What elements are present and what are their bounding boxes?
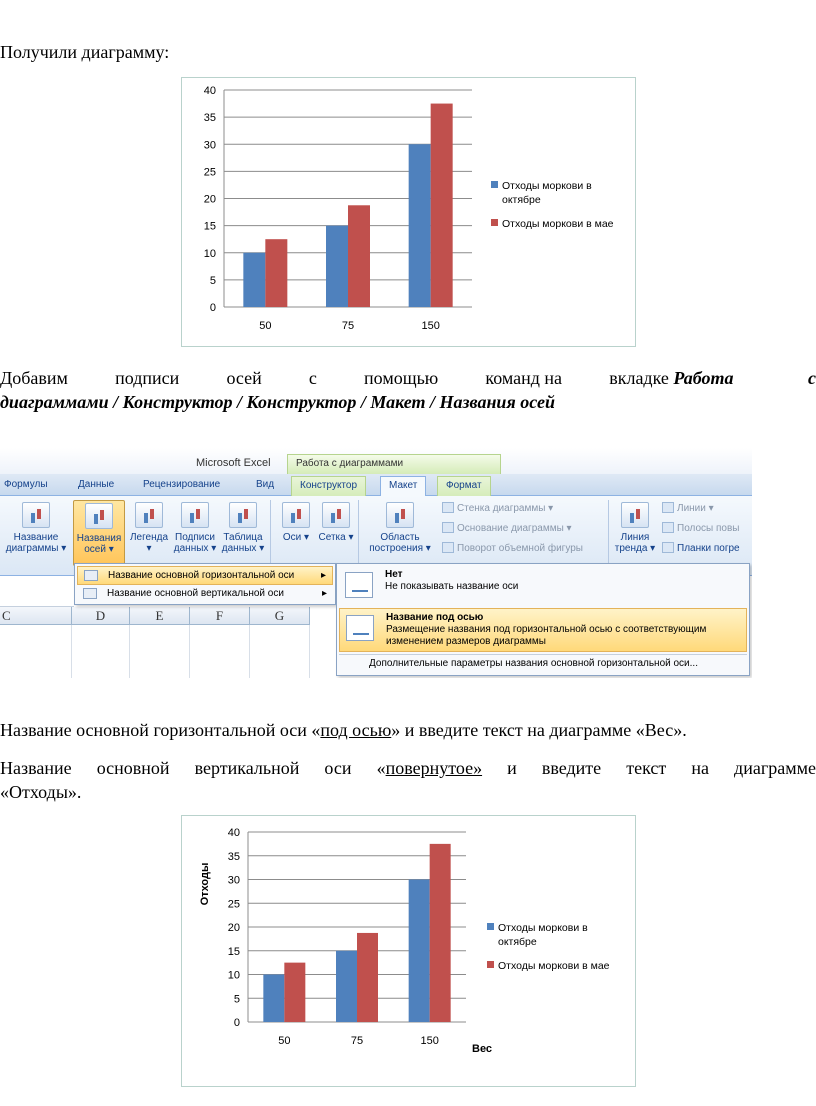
y-tick-label: 30: [227, 874, 240, 887]
y-tick-label: 10: [203, 247, 216, 260]
y-tick-label: 20: [203, 193, 216, 206]
data-table-icon: [229, 502, 257, 528]
submenu-title-below-axis[interactable]: [339, 608, 747, 652]
y-tick-label: 15: [227, 945, 240, 958]
legend-label: Отходы моркови в: [502, 180, 592, 192]
gridlines-icon: [322, 502, 350, 528]
chart-floor-button[interactable]: [442, 522, 572, 534]
legend-icon: [135, 502, 163, 528]
y-tick-label: 5: [209, 274, 216, 287]
gridlines-button[interactable]: [318, 502, 354, 543]
bar: [243, 253, 265, 307]
lines-icon: [662, 502, 674, 513]
data-labels-label: Подписи данных ▾: [173, 532, 217, 554]
title-bar: [0, 448, 752, 474]
y-tick-label: 15: [203, 220, 216, 233]
chart-title-icon: [22, 502, 50, 528]
tab-design[interactable]: Конструктор: [291, 476, 366, 496]
legend-swatch: [487, 961, 494, 968]
text2-after: » и введите текст на диаграмме «Вес».: [391, 720, 687, 740]
axis-titles-icon: [85, 503, 113, 529]
x-tick-label: 75: [341, 320, 355, 332]
legend-swatch: [491, 181, 498, 188]
text3-word: и: [507, 758, 517, 778]
horizontal-axis-icon: [84, 570, 98, 581]
submenu-more-options[interactable]: Дополнительные параметры названия основной горизонтальной оси...: [339, 654, 747, 672]
x-tick-label: 150: [420, 1035, 439, 1047]
axis-titles-label: Названия осей ▾: [76, 533, 122, 555]
y-tick-label: 0: [209, 302, 216, 314]
bar: [348, 205, 370, 307]
y-tick-label: 40: [203, 85, 216, 97]
bar: [357, 933, 378, 1022]
x-tick-label: 50: [278, 1035, 291, 1047]
tab-format[interactable]: Формат: [437, 476, 491, 496]
vertical-title-text-line-1: [0, 756, 816, 780]
y-tick-label: 25: [227, 898, 240, 911]
tab-formulas[interactable]: Формулы: [4, 479, 48, 490]
plot-area-button[interactable]: [364, 502, 436, 554]
column-header-d[interactable]: D: [72, 607, 130, 625]
rotation-icon: [442, 542, 454, 553]
chart-title-label: Название диаграммы ▾: [5, 532, 67, 554]
grid-column: [250, 625, 310, 678]
tab-review[interactable]: Рецензирование: [143, 479, 221, 490]
axis-title-submenu: [336, 563, 750, 676]
y-tick-label: 25: [203, 166, 216, 179]
text3-word: основной: [96, 758, 170, 778]
chart-1-svg: [182, 78, 637, 348]
column-header-g[interactable]: G: [250, 607, 310, 625]
chevron-right-icon: ▸: [320, 570, 326, 581]
instruction-word: Добавим: [0, 368, 68, 388]
legend-swatch: [491, 219, 498, 226]
tab-data[interactable]: Данные: [78, 479, 115, 490]
legend-label: Отходы моркови в мае: [498, 960, 610, 972]
axes-icon: [282, 502, 310, 528]
ribbon-path-start: Работа с: [673, 368, 816, 388]
chart-wall-label: Стенка диаграммы ▾: [457, 503, 554, 514]
plot-area-label: Область построения ▾: [369, 532, 431, 554]
text3-word: диаграмме: [734, 758, 816, 778]
y-tick-label: 30: [203, 139, 216, 152]
bar: [284, 963, 305, 1022]
menu-primary-horizontal-label: Название основной горизонтальной оси: [108, 570, 295, 581]
trendline-label: Линия тренда ▾: [614, 532, 656, 554]
text3-word: текст: [626, 758, 667, 778]
lines-label: Линии ▾: [677, 503, 714, 514]
trendline-button[interactable]: [612, 502, 658, 554]
x-tick-label: 150: [421, 320, 440, 332]
chart-2-svg: [182, 816, 637, 1088]
tab-layout[interactable]: Макет: [380, 476, 426, 496]
column-header-e[interactable]: E: [130, 607, 190, 625]
bar: [265, 239, 287, 307]
chart-title-button[interactable]: [4, 502, 68, 554]
error-bars-icon: [662, 542, 674, 553]
submenu-none-desc: Не показывать название оси: [385, 581, 519, 592]
menu-primary-vertical[interactable]: [77, 585, 333, 604]
legend-swatch: [487, 923, 494, 930]
bar: [431, 104, 453, 307]
vertical-title-text-line-2: «Отходы».: [0, 782, 82, 802]
text2-before: Название основной горизонтальной оси «: [0, 720, 321, 740]
bar: [430, 844, 451, 1022]
app-title: Microsoft Excel: [196, 457, 271, 469]
submenu-below-desc: Размещение названия под горизонтальной осью с соответствующим изменением размеров диаграммы: [386, 624, 707, 647]
x-tick-label: 75: [350, 1035, 364, 1047]
chart-2: [181, 815, 636, 1087]
bar: [263, 975, 284, 1023]
rotation-label: Поворот объемной фигуры: [457, 543, 583, 554]
instruction-word: подписи: [115, 368, 180, 388]
instruction-word: помощью: [364, 368, 439, 388]
horizontal-title-text: [0, 718, 816, 742]
y-tick-label: 35: [203, 112, 216, 125]
axis-titles-menu: [74, 563, 336, 605]
y-tick-label: 5: [233, 993, 240, 1006]
text3-quote: «: [376, 758, 386, 778]
ribbon-tabs: [0, 474, 752, 496]
column-header-f[interactable]: F: [190, 607, 250, 625]
data-labels-button[interactable]: [171, 502, 219, 554]
updown-bars-icon: [662, 522, 674, 533]
updown-bars-label: Полосы повы: [677, 523, 740, 534]
text3-word: оси: [324, 758, 352, 778]
menu-primary-horizontal[interactable]: [77, 566, 333, 585]
x-axis-title: Вес: [472, 1043, 493, 1055]
gridlines-label: Сетка ▾: [318, 532, 354, 543]
plot-area-icon: [386, 502, 414, 528]
chart-wall-icon: [442, 502, 454, 513]
ribbon-path: диаграммами / Конструктор / Конструктор / Макет / Названия осей: [0, 392, 555, 412]
instruction-word: команд на: [485, 368, 563, 388]
legend-label: Отходы моркови в мае: [502, 218, 614, 230]
y-tick-label: 10: [227, 969, 240, 982]
text3-word: Название: [0, 758, 72, 778]
bar: [336, 951, 357, 1022]
updown-bars-button[interactable]: [662, 522, 739, 534]
text3-link: повернутое»: [385, 758, 483, 778]
chart-1: [181, 77, 636, 347]
x-tick-label: 50: [259, 320, 272, 332]
error-bars-button[interactable]: [662, 542, 740, 554]
legend-label: Отходы моркови в: [498, 922, 588, 934]
no-title-icon: [345, 572, 373, 598]
instruction-word: вкладке: [609, 368, 669, 388]
grid-column: [0, 625, 72, 678]
y-tick-label: 40: [227, 827, 240, 839]
context-tab-title: Работа с диаграммами: [287, 454, 501, 474]
error-bars-label: Планки погре: [677, 543, 740, 554]
text3-word: на: [691, 758, 709, 778]
data-labels-icon: [181, 502, 209, 528]
grid-column: [190, 625, 250, 678]
legend-label: Легенда ▾: [129, 532, 169, 554]
bar: [326, 226, 348, 307]
chevron-right-icon: ▸: [321, 588, 327, 599]
grid-column: [130, 625, 190, 678]
legend-label: октябре: [502, 194, 541, 206]
chart-wall-button[interactable]: [442, 502, 553, 514]
grid-column: [72, 625, 130, 678]
group-separator: [270, 500, 271, 572]
excel-ribbon-screenshot: [0, 448, 752, 678]
text2-link: под осью: [320, 720, 392, 740]
submenu-below-title: Название под осью: [386, 612, 484, 623]
y-tick-label: 0: [233, 1017, 240, 1029]
data-table-label: Таблица данных ▾: [221, 532, 265, 554]
title-below-axis-icon: [346, 615, 374, 641]
bar: [409, 144, 431, 307]
instruction-word: осей: [226, 368, 262, 388]
group-separator: [358, 500, 359, 572]
y-tick-label: 20: [227, 922, 240, 934]
text3-word: введите: [541, 758, 602, 778]
legend-label: октябре: [498, 936, 537, 948]
text3-word: вертикальной: [194, 758, 300, 778]
submenu-none[interactable]: [339, 566, 747, 604]
vertical-axis-icon: [83, 588, 97, 599]
submenu-none-title: Нет: [385, 569, 403, 580]
chart-floor-icon: [442, 522, 454, 533]
rotation-button[interactable]: [442, 542, 583, 554]
tab-view[interactable]: Вид: [256, 479, 275, 490]
intro-text: Получили диаграмму:: [0, 42, 170, 62]
instruction-word: с: [308, 368, 317, 388]
bar: [409, 880, 430, 1023]
axis-titles-button[interactable]: [73, 500, 125, 566]
column-header-c[interactable]: C: [0, 607, 72, 625]
data-table-button[interactable]: [220, 502, 266, 554]
chart-floor-label: Основание диаграммы ▾: [457, 523, 572, 534]
y-tick-label: 35: [227, 850, 240, 863]
lines-button[interactable]: [662, 502, 714, 514]
legend-button[interactable]: [127, 502, 171, 554]
axes-label: Оси ▾: [282, 532, 310, 543]
name-box[interactable]: [0, 577, 74, 607]
axes-button[interactable]: [278, 502, 314, 543]
instruction-line-1: [0, 366, 816, 390]
group-separator: [608, 500, 609, 572]
trendline-icon: [621, 502, 649, 528]
menu-primary-vertical-label: Название основной вертикальной оси: [107, 588, 284, 599]
y-axis-title: Отходы: [199, 862, 211, 906]
